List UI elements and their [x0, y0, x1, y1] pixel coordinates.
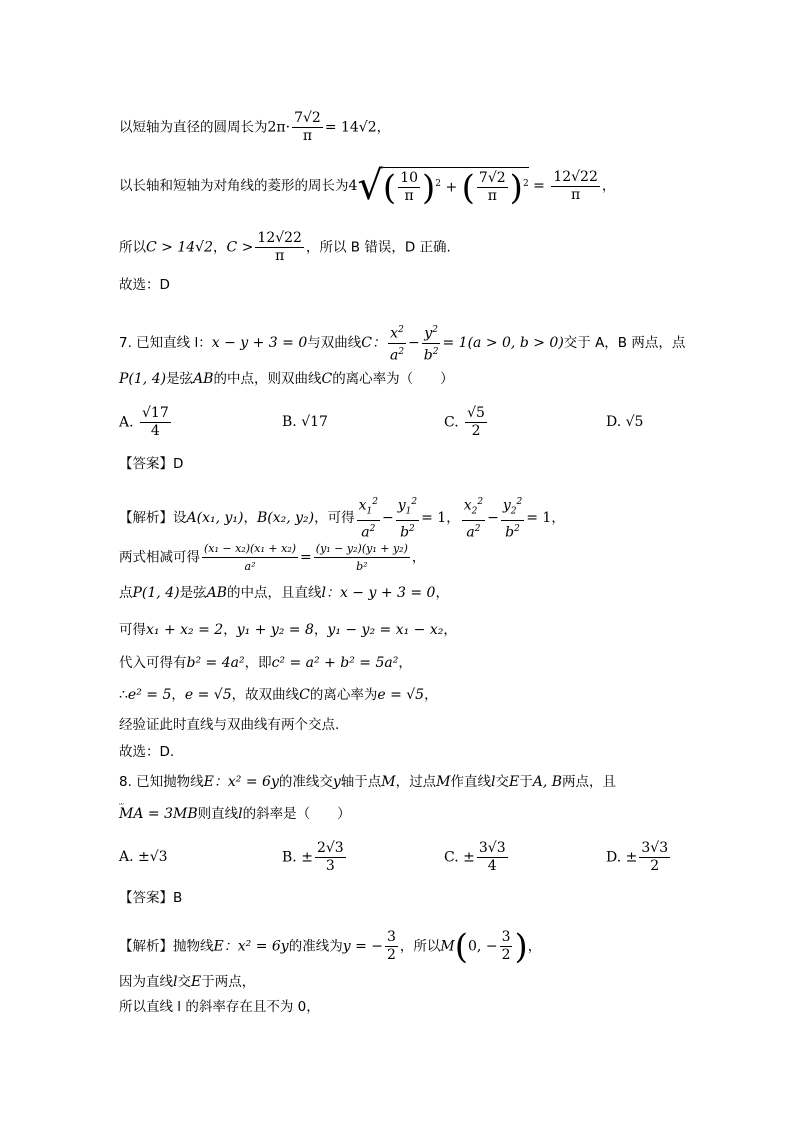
math: A, B [532, 774, 563, 790]
text: 以长轴和短轴为对角线的菱形的周长为 [119, 178, 349, 194]
paren: ) [422, 167, 436, 208]
math: l [490, 774, 496, 790]
fraction [202, 540, 298, 575]
numerator: 3√3 [478, 840, 506, 856]
math: 4 [348, 178, 358, 194]
q7-solution-4 [119, 621, 457, 639]
punct: ， [601, 178, 616, 194]
text: 则直线 [197, 806, 239, 822]
math: y₁ + y₂ = 8 [236, 622, 314, 638]
punct: ， [171, 687, 185, 703]
q7-solution-7: 经验证此时直线与双曲线有两个交点. [119, 717, 340, 733]
label: A. [119, 849, 134, 865]
q7-option-c [444, 405, 489, 440]
math: E： [213, 938, 238, 955]
text: ，可得 [314, 510, 355, 527]
numerator: 12√22 [257, 230, 302, 246]
math: AB [206, 585, 227, 601]
text-line-4: 故选：D [119, 277, 170, 293]
q7-option-a [119, 405, 173, 440]
text: ，所以 B 错误，D 正确. [305, 239, 451, 256]
punct: ， [411, 549, 426, 566]
q7-stem-1: 7. 已知直线 l：x − y + 3 = 0与双曲线C： $\frac{x^2}{a^2}$ − $\frac{y^2}{b^2}$ = 1(a > 0, b > 0)交于 A，B 两点，点 [119, 322, 685, 364]
text: 【解析】设 [119, 510, 187, 527]
text: 所以 [119, 239, 146, 256]
q7-solution-5 [119, 654, 412, 672]
math: l [173, 974, 178, 990]
fraction [639, 840, 670, 875]
fraction: $\frac{x^2}{a^2}$ [388, 322, 406, 364]
math: 0, − [468, 938, 498, 955]
math: 2π· [267, 119, 291, 136]
q7-answer: 【答案】D [119, 456, 184, 472]
numerator: 3 [386, 929, 396, 945]
denominator: 2 [501, 947, 511, 963]
fraction [255, 230, 304, 265]
fraction [385, 929, 398, 964]
q7-option-d [606, 414, 643, 430]
text-line-1 [119, 110, 390, 145]
punct: ， [424, 687, 438, 703]
punct: ， [213, 239, 227, 256]
text: 因为直线 [119, 974, 173, 990]
text: 两点，且 [562, 774, 617, 790]
text: 点 [119, 585, 133, 601]
denominator: 2 [650, 858, 660, 874]
text: 交 [177, 974, 191, 990]
q7-stem-2 [119, 370, 454, 388]
fraction: $\frac{y_2^2}{b^2}$ [501, 494, 524, 542]
text: 于 [519, 774, 533, 790]
text: 作直线 [450, 774, 491, 790]
math: M [440, 938, 455, 955]
math: e = √5 [184, 687, 232, 703]
fraction [140, 405, 171, 440]
fraction [315, 840, 346, 875]
fraction [551, 169, 600, 204]
text: 交 [495, 774, 509, 790]
math: x − y + 3 = 0 [339, 585, 436, 601]
text: 是弦 [166, 371, 194, 387]
math: = 1 [526, 510, 552, 527]
text: ，所以 [399, 938, 441, 955]
text: 两式相减可得 [119, 549, 200, 566]
math: x² = 6y [227, 774, 279, 790]
denominator: 4 [487, 858, 497, 874]
text: 是弦 [179, 585, 207, 601]
math: b² = 4a² [186, 655, 245, 671]
q7-solution-8: 故选：D. [119, 744, 175, 760]
label: B. [282, 849, 297, 866]
math: P(1, 4) [119, 371, 167, 387]
math: y [332, 774, 341, 790]
paren: ( [382, 167, 397, 208]
fraction: $\frac{y_1^2}{b^2}$ [396, 494, 419, 542]
numerator: 10 [400, 170, 419, 186]
punct: ， [313, 622, 328, 638]
text: 的离心率为（ ） [332, 371, 454, 387]
paren: ) [509, 167, 523, 208]
fraction: $\frac{y^2}{b^2}$ [422, 322, 441, 364]
fraction [477, 840, 508, 875]
q7-solution-3 [119, 584, 449, 602]
text: 【解析】抛物线 [119, 938, 214, 955]
fraction [465, 405, 487, 440]
q8-option-a [119, 849, 168, 865]
text: ，即 [244, 655, 272, 671]
math: B(x₂, y₂) [256, 510, 315, 527]
sqrt-sign: √ [357, 163, 383, 209]
numerator: 12√22 [553, 168, 598, 185]
denominator: π [570, 186, 581, 203]
punct: ， [398, 655, 412, 671]
math: ᵕᵕ MA = 3MB [119, 805, 198, 823]
fraction [500, 929, 513, 964]
numerator: 7√2 [294, 110, 321, 126]
label: D. [606, 849, 622, 866]
math: c² = a² + b² = 5a² [271, 655, 399, 671]
text: 7. 已知直线 l： [119, 335, 212, 352]
denominator: π [302, 128, 313, 144]
text: 的准线交 [278, 774, 333, 790]
math: l： [321, 585, 340, 601]
denominator: b² [356, 560, 368, 573]
math: C [299, 687, 310, 703]
q8-option-d [606, 840, 672, 875]
paren: ) [514, 926, 528, 967]
q8-solution-2 [119, 973, 255, 991]
math: E： [203, 774, 228, 790]
label: A. [119, 414, 134, 431]
value: √17 [301, 414, 328, 430]
denominator: 3 [325, 858, 335, 874]
denominator: 2 [471, 423, 481, 439]
denominator: π [275, 248, 285, 264]
numerator: 2√3 [316, 840, 344, 856]
math: C [321, 371, 333, 387]
math: E [190, 974, 202, 990]
denominator: π [487, 188, 497, 204]
text-line-3 [119, 230, 451, 265]
numerator: 3√3 [641, 840, 669, 856]
fraction [398, 170, 420, 205]
math: ∴ [119, 687, 128, 703]
math: P(1, 4) [132, 585, 180, 601]
q7-option-b [282, 414, 328, 430]
punct: ， [376, 119, 391, 136]
text: 于两点， [201, 974, 256, 990]
value: √5 [625, 414, 644, 430]
text: 轴于点 [340, 774, 382, 790]
numerator: (x₁ − x₂)(x₁ + x₂) [202, 540, 298, 558]
q8-option-c [444, 840, 510, 875]
paren: ( [461, 167, 475, 208]
q8-stem-1 [119, 773, 616, 791]
text: 可得 [119, 622, 146, 638]
math: y = − [342, 938, 383, 955]
math: C > [226, 239, 254, 256]
q7-solution-6 [119, 686, 438, 704]
text: 的中点，且直线 [226, 585, 322, 601]
fraction [314, 540, 410, 575]
math: C > 14√2 [146, 239, 213, 256]
fraction: $\frac{x_1^2}{a^2}$ [357, 494, 380, 542]
math: = 14√2 [324, 119, 377, 136]
math: M [436, 774, 451, 790]
text: 8. 已知抛物线 [119, 774, 204, 790]
math: y₁ − y₂ = x₁ − x₂ [327, 622, 444, 638]
text-line-2: 以长轴和短轴为对角线的菱形的周长为4√( $\frac{10}{\pi}$ )$^2$ + ( $\frac{7√2}{\pi}$ )$^2$ = $\frac{12√22}{\pi}$ ， [119, 163, 616, 209]
numerator: 3 [501, 929, 511, 945]
math: x² = 6y [237, 938, 289, 955]
fraction [292, 110, 323, 145]
fraction: $\frac{x_2^2}{a^2}$ [462, 494, 485, 542]
text: 的准线为 [288, 938, 343, 955]
denominator: 2 [386, 947, 396, 963]
text: ，故双曲线 [231, 687, 300, 703]
q7-solution-2: 两式相减可得 $\frac{\text{(x₁ − x₂)(x₁ + x₂)}}{\text{a²}}$ = $\frac{\text{(y₁ − y₂)(y₁ + y₂)}}{\text{b²}}$ ， [119, 542, 426, 573]
q8-solution-1 [119, 926, 542, 967]
math: A(x₁, y₁) [186, 510, 244, 527]
numerator: √5 [467, 405, 485, 421]
math: e² = 5 [127, 687, 172, 703]
text: 的离心率为 [309, 687, 378, 703]
numerator: (y₁ − y₂)(y₁ + y₂) [314, 540, 410, 558]
sign: ± [463, 849, 475, 866]
sign: ± [625, 849, 638, 866]
denominator: 4 [150, 423, 160, 439]
label: C. [444, 414, 459, 431]
text: 交于 A，B 两点，点 [563, 335, 686, 352]
q8-solution-3: 所以直线 l 的斜率存在且不为 0， [119, 999, 320, 1015]
punct: ， [223, 622, 237, 638]
label: C. [444, 849, 459, 866]
numerator: 7√2 [478, 170, 506, 186]
label: D. [606, 414, 622, 430]
q8-stem-2 [119, 805, 351, 823]
math: x₁ + x₂ = 2 [146, 622, 224, 638]
math: M [381, 774, 396, 790]
text: 与双曲线 [307, 335, 362, 352]
denominator: π [404, 188, 414, 204]
punct: ， [435, 585, 449, 601]
math: C： [361, 335, 386, 352]
text: ，过点 [395, 774, 437, 790]
math: AB [193, 371, 214, 387]
q8-answer: 【答案】B [119, 890, 183, 906]
fraction [477, 170, 508, 205]
paren: ( [454, 926, 469, 967]
punct: ， [446, 510, 460, 527]
text: 代入可得有 [119, 655, 187, 671]
radicand: ( $\frac{10}{\pi}$ )$^2$ + ( $\frac{7√2}{\pi}$ )$^2$ [382, 167, 529, 208]
math: E [508, 774, 520, 790]
text: 的中点，则双曲线 [213, 371, 322, 387]
q8-option-b [282, 840, 348, 875]
punct: ， [527, 938, 542, 955]
label: B. [282, 414, 297, 430]
math: = 1 [421, 510, 447, 527]
value: ±√3 [138, 849, 168, 865]
q7-solution-1: 【解析】设A(x₁, y₁)，B(x₂, y₂)，可得 $\frac{x_1^2}{a^2}$ − $\frac{y_1^2}{b^2}$ = 1， $\frac{x_2^2}{a^2}$ − $\frac{y_2^2}{b^2}$ = 1， [119, 494, 565, 542]
punct: ， [243, 510, 257, 527]
sign: ± [301, 849, 313, 866]
numerator: √17 [142, 405, 169, 421]
math: x − y + 3 = 0 [211, 335, 308, 352]
denominator: a² [244, 560, 256, 573]
math: = 1(a > 0, b > 0) [442, 335, 564, 352]
text: 以短轴为直径的圆周长为 [119, 119, 268, 136]
punct: ， [551, 510, 565, 527]
math: e = √5 [377, 687, 425, 703]
text: 的斜率是（ ） [242, 806, 351, 822]
math: l [238, 806, 243, 822]
punct: ， [443, 622, 457, 638]
